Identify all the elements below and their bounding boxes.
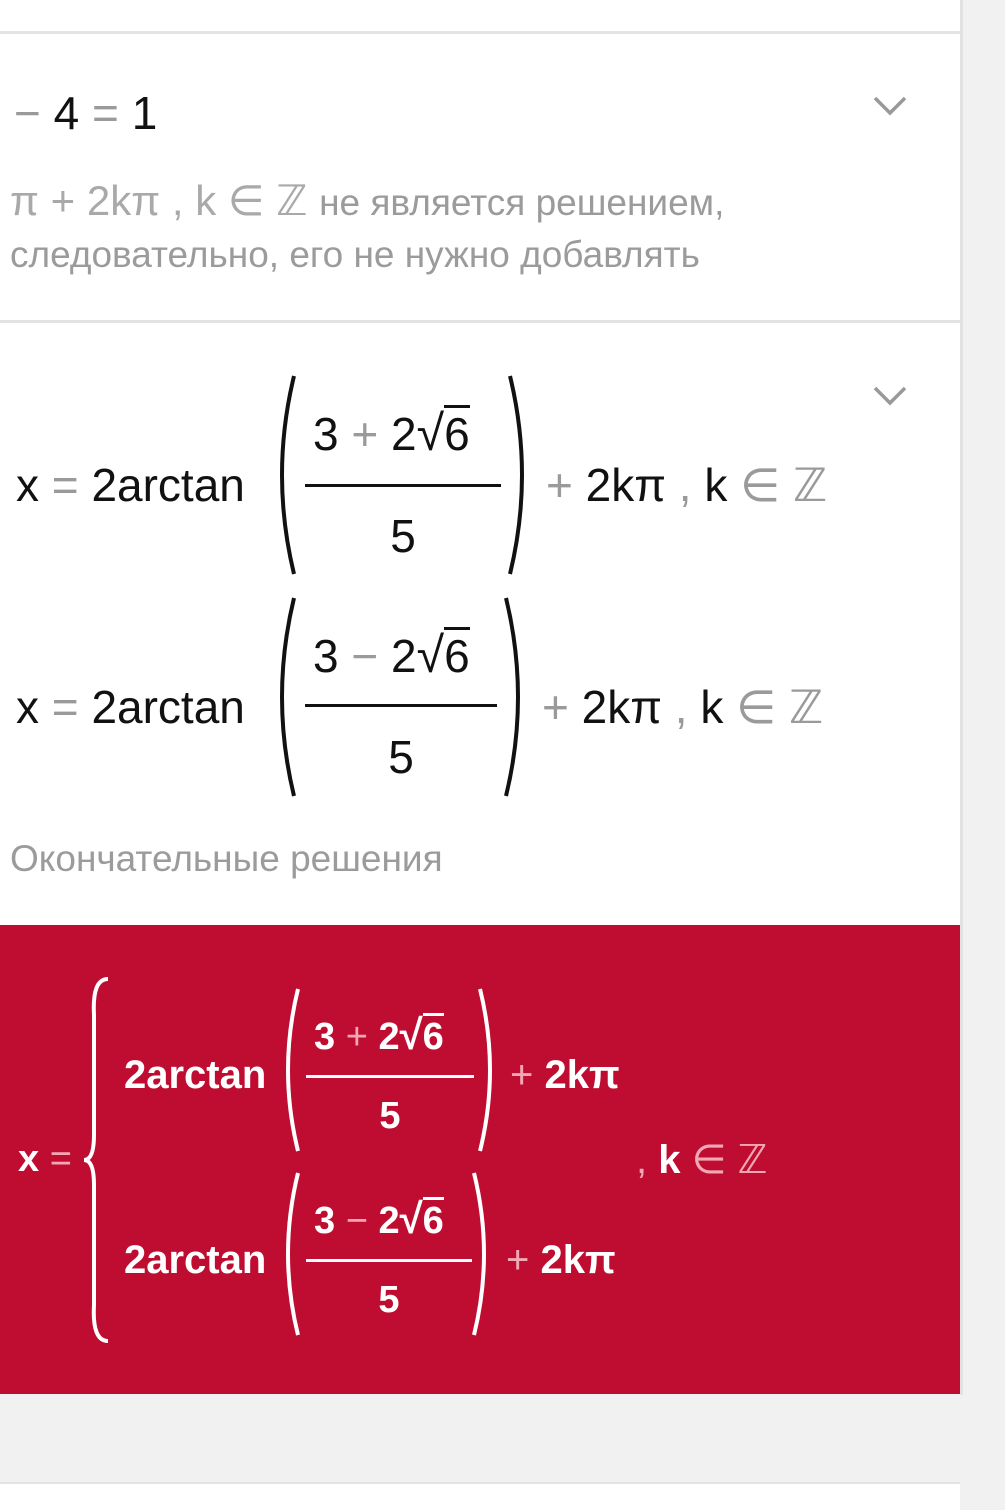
chevron-down-icon[interactable] <box>872 94 912 118</box>
minus-sign: − <box>14 87 41 139</box>
equals-sign: = <box>92 87 119 139</box>
fraction: 3 − 2√6 5 <box>305 626 497 786</box>
left-brace <box>82 975 112 1345</box>
equals-sign: = <box>51 459 79 511</box>
equals-sign: = <box>51 681 79 733</box>
left-paren <box>276 1169 302 1339</box>
sqrt-symbol: √ <box>416 405 445 461</box>
variable-x: x <box>18 1138 40 1180</box>
function-name: 2arctan <box>91 459 245 511</box>
left-paren <box>268 594 298 800</box>
final-solutions-caption: Окончательные решения <box>10 838 443 879</box>
number: 4 <box>53 87 80 139</box>
sqrt-symbol: √ <box>416 627 445 683</box>
sqrt-symbol: √ <box>399 1011 423 1058</box>
next-card <box>0 1482 960 1510</box>
step1-note-line2: следовательно, его не нужно добавлять <box>10 234 700 275</box>
right-paren <box>506 372 536 578</box>
fraction: 3 − 2√6 5 <box>306 1195 472 1325</box>
right-border <box>960 0 963 1395</box>
right-paren <box>470 1169 496 1339</box>
variable-x: x <box>16 459 39 511</box>
left-paren <box>268 372 298 578</box>
fraction: 3 + 2√6 5 <box>306 1011 474 1141</box>
variable-x: x <box>16 681 39 733</box>
note-text-line1: не является решением, <box>319 182 725 223</box>
step1-note <box>10 174 724 230</box>
right-paren <box>476 985 502 1155</box>
step1-equation <box>14 86 157 140</box>
left-paren <box>276 985 302 1155</box>
equals-sign: = <box>49 1138 72 1180</box>
number: 1 <box>131 87 158 139</box>
final-answer-panel: x = 2arctan 3 + 2√6 5 + 2kπ 2arctan 3 − 2√6 5 + 2kπ , k ∈ ℤ <box>0 925 960 1394</box>
final-domain: , k ∈ ℤ <box>636 1138 768 1182</box>
note-expression: π + 2kπ , k ∈ ℤ <box>10 177 308 224</box>
sqrt-symbol: √ <box>399 1195 423 1242</box>
fraction: 3 + 2√6 5 <box>305 404 501 564</box>
right-paren <box>502 594 532 800</box>
function-name: 2arctan <box>91 681 245 733</box>
final-row-1-func: 2arctan <box>124 1053 267 1097</box>
chevron-down-icon[interactable] <box>872 384 912 408</box>
divider <box>0 31 960 34</box>
final-row-2-func: 2arctan <box>124 1238 267 1282</box>
